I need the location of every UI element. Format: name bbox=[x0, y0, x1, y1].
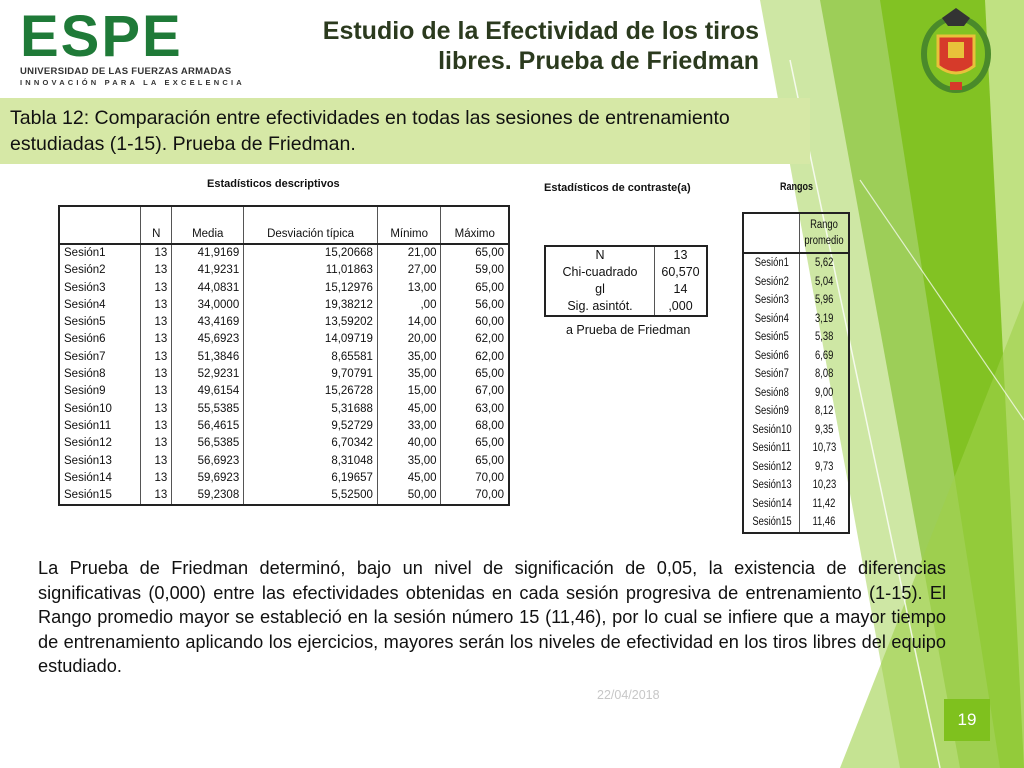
cell-text: Sesión14 bbox=[751, 497, 792, 510]
table-cell: 6,70342 bbox=[244, 435, 378, 452]
table-cell: 60,00 bbox=[441, 314, 509, 331]
table-cell: 35,00 bbox=[377, 349, 441, 366]
ranks-header-row bbox=[743, 213, 849, 253]
table-row bbox=[59, 366, 509, 383]
table-cell: ,000 bbox=[668, 299, 693, 313]
table-cell: Sesión15 bbox=[59, 487, 141, 505]
table-cell bbox=[743, 421, 800, 440]
table-cell: 13 bbox=[141, 331, 172, 348]
table-cell bbox=[800, 402, 849, 421]
contrast-footnote: a Prueba de Friedman bbox=[566, 323, 691, 337]
table-cell: 45,00 bbox=[377, 401, 441, 418]
logo-tagline: INNOVACIÓN PARA LA EXCELENCIA bbox=[20, 78, 245, 87]
cell-text: 9,73 bbox=[814, 460, 834, 473]
table-cell: 27,00 bbox=[377, 262, 441, 279]
table-row bbox=[59, 349, 509, 366]
cell-text: Sesión9 bbox=[754, 405, 789, 417]
table-cell: 65,00 bbox=[441, 244, 509, 262]
table-cell: 56,00 bbox=[441, 297, 509, 314]
table-row bbox=[59, 470, 509, 487]
table-cell: 13 bbox=[141, 314, 172, 331]
table-cell: 41,9231 bbox=[172, 262, 244, 279]
table-cell: Sig. asintót. bbox=[545, 298, 655, 316]
cell-text: 5,04 bbox=[814, 275, 834, 288]
table-cell: 21,00 bbox=[377, 244, 441, 262]
ranks-body bbox=[743, 253, 849, 533]
table-cell: 52,9231 bbox=[172, 366, 244, 383]
table-cell: 13 bbox=[673, 248, 688, 262]
table-cell: 13 bbox=[141, 349, 172, 366]
table-cell: 44,0831 bbox=[172, 280, 244, 297]
table-cell: 56,4615 bbox=[172, 418, 244, 435]
table-cell: 5,52500 bbox=[244, 487, 378, 505]
table-cell: 49,6154 bbox=[172, 383, 244, 400]
descriptive-col-header: Máximo bbox=[441, 206, 509, 244]
cell-text: Sesión6 bbox=[754, 349, 789, 362]
table-cell: 45,00 bbox=[377, 470, 441, 487]
table-cell: 8,65581 bbox=[244, 349, 378, 366]
table-cell: 70,00 bbox=[441, 470, 509, 487]
table-cell: 13 bbox=[141, 453, 172, 470]
table-cell: 70,00 bbox=[441, 487, 509, 505]
table-cell: 34,0000 bbox=[172, 297, 244, 314]
table-cell: 14,00 bbox=[377, 314, 441, 331]
cell-text: 10,23 bbox=[812, 479, 836, 491]
contrast-body bbox=[545, 246, 707, 316]
table-cell: 59,6923 bbox=[172, 470, 244, 487]
table-cell: 11,01863 bbox=[244, 262, 378, 279]
table-cell bbox=[743, 439, 800, 458]
table-cell bbox=[800, 310, 849, 329]
table-cell bbox=[800, 291, 849, 310]
table-row bbox=[743, 328, 849, 347]
cell-text: 5,96 bbox=[814, 294, 834, 306]
table-cell: 65,00 bbox=[441, 435, 509, 452]
table-cell: 59,2308 bbox=[172, 487, 244, 505]
table-cell: 15,12976 bbox=[244, 280, 378, 297]
table-cell: 13 bbox=[141, 383, 172, 400]
table-row bbox=[59, 280, 509, 297]
cell-text: 9,00 bbox=[814, 386, 834, 399]
table-row bbox=[59, 244, 509, 262]
table-cell: Sesión5 bbox=[59, 314, 141, 331]
table-cell: 13,00 bbox=[377, 280, 441, 297]
table-row bbox=[545, 281, 707, 298]
table-row bbox=[743, 513, 849, 533]
cell-text: Sesión7 bbox=[754, 368, 789, 380]
table-cell: Sesión1 bbox=[59, 244, 141, 262]
table-cell: 9,70791 bbox=[244, 366, 378, 383]
ranks-header-text: Rango promedio bbox=[804, 219, 844, 247]
slide-title-line2: libres. Prueba de Friedman bbox=[438, 47, 759, 75]
table-cell: 68,00 bbox=[441, 418, 509, 435]
table-cell: 13 bbox=[141, 418, 172, 435]
table-row bbox=[743, 273, 849, 292]
table-cell bbox=[800, 421, 849, 440]
table-cell: 13 bbox=[141, 366, 172, 383]
table-cell bbox=[800, 384, 849, 403]
table-cell: 33,00 bbox=[377, 418, 441, 435]
table-cell: 50,00 bbox=[377, 487, 441, 505]
table-cell: Chi-cuadrado bbox=[545, 264, 655, 281]
cell-text: Sesión8 bbox=[754, 386, 789, 399]
table-cell: 15,26728 bbox=[244, 383, 378, 400]
table-cell: 51,3846 bbox=[172, 349, 244, 366]
contrast-stats-label: Estadísticos de contraste(a) bbox=[544, 182, 691, 194]
table-cell: 35,00 bbox=[377, 453, 441, 470]
logo-wordmark: ESPE bbox=[20, 4, 183, 69]
table-cell: 65,00 bbox=[441, 453, 509, 470]
cell-text: Sesión15 bbox=[751, 516, 792, 528]
table-row bbox=[59, 331, 509, 348]
table-cell: 5,31688 bbox=[244, 401, 378, 418]
cell-text: 6,69 bbox=[814, 349, 834, 362]
table-cell: Sesión7 bbox=[59, 349, 141, 366]
table-cell: 35,00 bbox=[377, 366, 441, 383]
table-cell: Sesión2 bbox=[59, 262, 141, 279]
cell-text: Sesión2 bbox=[754, 275, 789, 288]
table-row bbox=[743, 347, 849, 366]
table-cell: ,00 bbox=[377, 297, 441, 314]
table-cell: Sesión11 bbox=[59, 418, 141, 435]
table-cell: Sesión3 bbox=[59, 280, 141, 297]
table-cell bbox=[800, 273, 849, 292]
table-cell: 6,19657 bbox=[244, 470, 378, 487]
descriptive-stats-table bbox=[58, 205, 510, 506]
cell-text: 10,73 bbox=[812, 442, 836, 454]
cell-text: Sesión4 bbox=[754, 312, 789, 325]
table-cell bbox=[743, 495, 800, 514]
table-cell bbox=[800, 347, 849, 366]
ranks-header-empty bbox=[743, 213, 800, 253]
cell-text: Sesión1 bbox=[754, 257, 789, 269]
descriptive-col-header: Desviación típica bbox=[244, 206, 378, 244]
descriptive-col-header: Media bbox=[172, 206, 244, 244]
ranks-table bbox=[742, 212, 850, 534]
table-cell: 13 bbox=[141, 401, 172, 418]
table-cell bbox=[743, 402, 800, 421]
table-row bbox=[59, 418, 509, 435]
cell-text: Sesión13 bbox=[751, 479, 792, 491]
table-row bbox=[59, 383, 509, 400]
cell-text: Sesión10 bbox=[751, 423, 792, 436]
table-row bbox=[59, 314, 509, 331]
table-row bbox=[59, 487, 509, 505]
table-cell bbox=[800, 458, 849, 477]
table-cell: 15,20668 bbox=[244, 244, 378, 262]
table-row bbox=[743, 458, 849, 477]
table-cell: 14 bbox=[673, 282, 688, 296]
table-cell: 13,59202 bbox=[244, 314, 378, 331]
table-cell: 59,00 bbox=[441, 262, 509, 279]
table-cell: 41,9169 bbox=[172, 244, 244, 262]
table-cell bbox=[743, 273, 800, 292]
descriptive-body bbox=[59, 244, 509, 505]
table-cell: 19,38212 bbox=[244, 297, 378, 314]
table-cell: 55,5385 bbox=[172, 401, 244, 418]
table-cell: 14,09719 bbox=[244, 331, 378, 348]
table-cell bbox=[743, 328, 800, 347]
table-cell bbox=[800, 476, 849, 495]
table-cell: 13 bbox=[141, 297, 172, 314]
table-caption-box bbox=[0, 98, 810, 164]
body-paragraph: La Prueba de Friedman determinó, bajo un nivel de significación de 0,05, la existencia de diferencias significativas (0,000) entre las efectividades obtenidas en cada sesión progresiva de entrenamiento (1-15). El Rango promedio mayor se estableció en la sesión número 15 (11,46), por lo cual se infiere que a mayor tiempo de entrenamiento aplicando los ejercicios, mayores serán los niveles de efectividad en los tiros libres del equipo estudiado. bbox=[38, 558, 946, 676]
cell-text: 8,12 bbox=[814, 405, 834, 417]
table-cell: 65,00 bbox=[441, 280, 509, 297]
table-row bbox=[743, 495, 849, 514]
cell-text: 11,46 bbox=[812, 516, 836, 528]
table-row bbox=[743, 476, 849, 495]
table-cell: 65,00 bbox=[441, 366, 509, 383]
table-cell: 13 bbox=[141, 470, 172, 487]
table-cell: Sesión6 bbox=[59, 331, 141, 348]
table-row bbox=[743, 421, 849, 440]
slide-title bbox=[239, 16, 759, 76]
table-cell: 13 bbox=[141, 487, 172, 505]
table-row bbox=[545, 246, 707, 264]
table-cell: N bbox=[545, 246, 655, 264]
page-number: 19 bbox=[944, 699, 990, 741]
ranks-label: Rangos bbox=[780, 181, 814, 193]
table-cell bbox=[743, 384, 800, 403]
table-row bbox=[743, 402, 849, 421]
table-cell: 15,00 bbox=[377, 383, 441, 400]
table-cell bbox=[800, 439, 849, 458]
table-cell bbox=[800, 365, 849, 384]
cell-text: 11,42 bbox=[812, 497, 836, 510]
descriptive-col-header bbox=[59, 206, 141, 244]
table-row bbox=[59, 401, 509, 418]
descriptive-col-header: N bbox=[141, 206, 172, 244]
cell-text: Sesión3 bbox=[754, 294, 789, 306]
espe-logo bbox=[20, 4, 245, 88]
table-cell bbox=[800, 328, 849, 347]
table-cell bbox=[743, 513, 800, 533]
table-cell: 13 bbox=[141, 280, 172, 297]
table-row bbox=[743, 365, 849, 384]
cell-text: Sesión11 bbox=[752, 442, 791, 454]
table-cell: 13 bbox=[141, 435, 172, 452]
table-cell: 8,31048 bbox=[244, 453, 378, 470]
table-cell bbox=[743, 458, 800, 477]
table-cell: 13 bbox=[141, 262, 172, 279]
table-cell: 40,00 bbox=[377, 435, 441, 452]
table-cell: 56,5385 bbox=[172, 435, 244, 452]
logo-university-name: UNIVERSIDAD DE LAS FUERZAS ARMADAS bbox=[20, 66, 232, 77]
cell-text: Sesión5 bbox=[754, 331, 789, 343]
table-row bbox=[743, 310, 849, 329]
table-row bbox=[59, 435, 509, 452]
table-cell bbox=[743, 476, 800, 495]
table-cell: Sesión10 bbox=[59, 401, 141, 418]
cell-text: 9,35 bbox=[814, 423, 834, 436]
table-row bbox=[59, 262, 509, 279]
table-cell: gl bbox=[545, 281, 655, 298]
table-row bbox=[59, 297, 509, 314]
table-cell bbox=[743, 347, 800, 366]
table-cell: 20,00 bbox=[377, 331, 441, 348]
table-cell: 67,00 bbox=[441, 383, 509, 400]
table-row bbox=[743, 291, 849, 310]
cell-text: 5,38 bbox=[814, 331, 834, 343]
table-cell: 45,6923 bbox=[172, 331, 244, 348]
table-cell: Sesión9 bbox=[59, 383, 141, 400]
table-cell bbox=[800, 513, 849, 533]
table-row bbox=[59, 453, 509, 470]
table-cell: 9,52729 bbox=[244, 418, 378, 435]
slide-date: 22/04/2018 bbox=[597, 688, 660, 702]
descriptive-stats-label: Estadísticos descriptivos bbox=[207, 178, 340, 190]
descriptive-header-row bbox=[59, 206, 509, 244]
table-cell: Sesión8 bbox=[59, 366, 141, 383]
table-cell: Sesión13 bbox=[59, 453, 141, 470]
cell-text: 8,08 bbox=[814, 368, 834, 380]
contrast-stats-table bbox=[544, 245, 708, 317]
table-cell: 60,570 bbox=[661, 265, 700, 279]
table-cell: 63,00 bbox=[441, 401, 509, 418]
table-cell bbox=[743, 310, 800, 329]
table-cell: Sesión14 bbox=[59, 470, 141, 487]
table-row bbox=[743, 384, 849, 403]
table-cell bbox=[743, 365, 800, 384]
descriptive-col-header: Mínimo bbox=[377, 206, 441, 244]
table-cell bbox=[800, 495, 849, 514]
table-row bbox=[743, 253, 849, 273]
table-cell: 43,4169 bbox=[172, 314, 244, 331]
table-row bbox=[545, 264, 707, 281]
table-row bbox=[545, 298, 707, 316]
table-cell: 56,6923 bbox=[172, 453, 244, 470]
table-cell bbox=[743, 291, 800, 310]
table-cell: 62,00 bbox=[441, 349, 509, 366]
cell-text: Sesión12 bbox=[751, 460, 792, 473]
table-cell bbox=[800, 253, 849, 273]
ranks-header bbox=[800, 213, 849, 253]
table-row bbox=[743, 439, 849, 458]
coat-of-arms-icon bbox=[920, 4, 992, 94]
cell-text: 5,62 bbox=[814, 257, 834, 269]
table-cell: Sesión4 bbox=[59, 297, 141, 314]
table-cell: Sesión12 bbox=[59, 435, 141, 452]
table-cell bbox=[743, 253, 800, 273]
table-cell: 13 bbox=[141, 244, 172, 262]
slide-title-line1: Estudio de la Efectividad de los tiros bbox=[322, 17, 759, 45]
table-caption: Tabla 12: Comparación entre efectividades en todas las sesiones de entrenamiento estudiadas (1-15). Prueba de Friedman. bbox=[10, 107, 730, 155]
table-cell: 62,00 bbox=[441, 331, 509, 348]
cell-text: 3,19 bbox=[814, 312, 834, 325]
